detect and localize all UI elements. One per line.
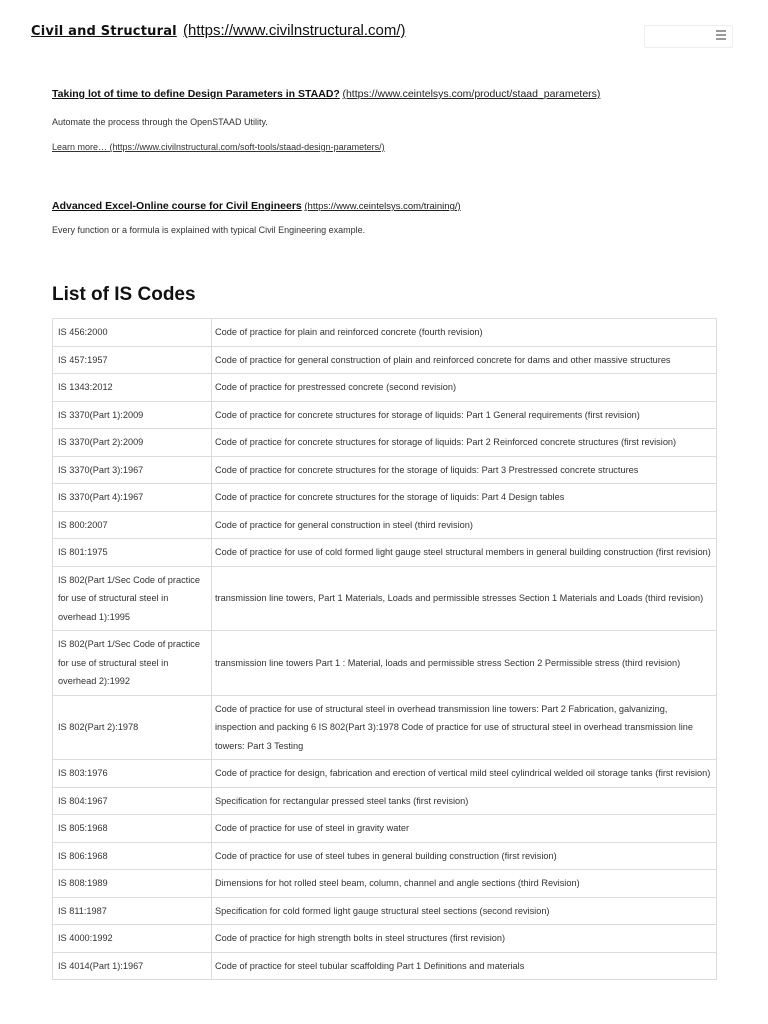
description-cell: Code of practice for steel tubular scaffolding Part 1 Definitions and materials	[212, 952, 717, 980]
description-cell: Dimensions for hot rolled steel beam, column, channel and angle sections (third Revision)	[212, 870, 717, 898]
code-cell: IS 3370(Part 4):1967	[53, 484, 212, 512]
code-cell: IS 4000:1992	[53, 925, 212, 953]
table-row	[53, 870, 717, 898]
code-cell: IS 806:1968	[53, 842, 212, 870]
code-cell: IS 3370(Part 2):2009	[53, 429, 212, 457]
description-cell: Code of practice for concrete structures for storage of liquids: Part 1 General requirements (first revision)	[212, 401, 717, 429]
code-cell: IS 3370(Part 1):2009	[53, 401, 212, 429]
is-codes-table	[52, 318, 717, 980]
description-cell: transmission line towers, Part 1 Materials, Loads and permissible stresses Section 1 Materials and Loads (third revision)	[212, 566, 717, 631]
section-title: List of IS Codes	[52, 284, 196, 305]
table-row	[53, 897, 717, 925]
code-cell: IS 811:1987	[53, 897, 212, 925]
table-row	[53, 511, 717, 539]
table-row	[53, 319, 717, 347]
code-cell: IS 802(Part 1/Sec Code of practice for use of structural steel in overhead 1):1995	[53, 566, 212, 631]
description-cell: Code of practice for concrete structures for the storage of liquids: Part 3 Prestressed concrete structures	[212, 456, 717, 484]
table-row	[53, 952, 717, 980]
code-cell: IS 456:2000	[53, 319, 212, 347]
table-row	[53, 695, 717, 760]
promo-staad	[52, 88, 600, 100]
table-row	[53, 374, 717, 402]
table-row	[53, 842, 717, 870]
learn-more-link[interactable]: Learn more… (https://www.civilnstructural.com/soft-tools/staad-design-parameters/)	[52, 142, 385, 152]
description-cell: Code of practice for use of structural steel in overhead transmission line towers: Part 2 Fabrication, galvanizing, inspection and packing 6 IS 802(Part 3):1978 Code of practice for use of structural steel in overhead transmission line towers: Part 3 Testing	[212, 695, 717, 760]
description-cell: Specification for cold formed light gauge structural steel sections (second revision)	[212, 897, 717, 925]
hamburger-icon[interactable]	[716, 30, 726, 41]
promo-staad-description: Automate the process through the OpenSTAAD Utility.	[52, 117, 268, 127]
site-brand[interactable]	[31, 22, 406, 39]
brand-name-link[interactable]: Civil and Structural	[31, 24, 177, 39]
code-cell: IS 4014(Part 1):1967	[53, 952, 212, 980]
table-row	[53, 456, 717, 484]
site-header	[0, 0, 768, 60]
promo-staad-title-link[interactable]: Taking lot of time to define Design Parameters in STAAD?	[52, 88, 340, 100]
code-cell: IS 457:1957	[53, 346, 212, 374]
code-cell: IS 808:1989	[53, 870, 212, 898]
description-cell: Code of practice for use of steel tubes in general building construction (first revision)	[212, 842, 717, 870]
table-row	[53, 925, 717, 953]
table-row	[53, 346, 717, 374]
code-cell: IS 803:1976	[53, 760, 212, 788]
description-cell: Code of practice for general construction in steel (third revision)	[212, 511, 717, 539]
brand-url-link[interactable]: (https://www.civilnstructural.com/)	[183, 22, 406, 39]
promo-excel	[52, 200, 461, 212]
table-row	[53, 484, 717, 512]
description-cell: Code of practice for concrete structures for storage of liquids: Part 2 Reinforced concrete structures (first revision)	[212, 429, 717, 457]
code-cell: IS 804:1967	[53, 787, 212, 815]
description-cell: Code of practice for use of cold formed light gauge steel structural members in general building construction (first revision)	[212, 539, 717, 567]
description-cell: Code of practice for concrete structures for the storage of liquids: Part 4 Design tables	[212, 484, 717, 512]
table-row	[53, 566, 717, 631]
description-cell: Specification for rectangular pressed steel tanks (first revision)	[212, 787, 717, 815]
description-cell: Code of practice for general construction of plain and reinforced concrete for dams and other massive structures	[212, 346, 717, 374]
code-cell: IS 801:1975	[53, 539, 212, 567]
promo-staad-url-link[interactable]: (https://www.ceintelsys.com/product/staad_parameters)	[342, 88, 601, 100]
table-row	[53, 787, 717, 815]
table-row	[53, 429, 717, 457]
code-cell: IS 800:2007	[53, 511, 212, 539]
table-row	[53, 401, 717, 429]
code-cell: IS 802(Part 2):1978	[53, 695, 212, 760]
code-cell: IS 805:1968	[53, 815, 212, 843]
description-cell: Code of practice for use of steel in gravity water	[212, 815, 717, 843]
code-cell: IS 802(Part 1/Sec Code of practice for use of structural steel in overhead 2):1992	[53, 631, 212, 696]
promo-excel-url-link[interactable]: (https://www.ceintelsys.com/training/)	[304, 201, 461, 212]
promo-excel-description: Every function or a formula is explained with typical Civil Engineering example.	[52, 225, 366, 235]
table-row	[53, 631, 717, 696]
table-row	[53, 539, 717, 567]
description-cell: Code of practice for high strength bolts in steel structures (first revision)	[212, 925, 717, 953]
description-cell: transmission line towers Part 1 : Material, loads and permissible stress Section 2 Permissible stress (third revision)	[212, 631, 717, 696]
promo-excel-title-link[interactable]: Advanced Excel-Online course for Civil Engineers	[52, 200, 302, 212]
code-cell: IS 3370(Part 3):1967	[53, 456, 212, 484]
table-row	[53, 815, 717, 843]
description-cell: Code of practice for plain and reinforced concrete (fourth revision)	[212, 319, 717, 347]
description-cell: Code of practice for design, fabrication and erection of vertical mild steel cylindrical welded oil storage tanks (first revision)	[212, 760, 717, 788]
code-cell: IS 1343:2012	[53, 374, 212, 402]
menu-button[interactable]	[644, 25, 733, 48]
description-cell: Code of practice for prestressed concrete (second revision)	[212, 374, 717, 402]
table-row	[53, 760, 717, 788]
